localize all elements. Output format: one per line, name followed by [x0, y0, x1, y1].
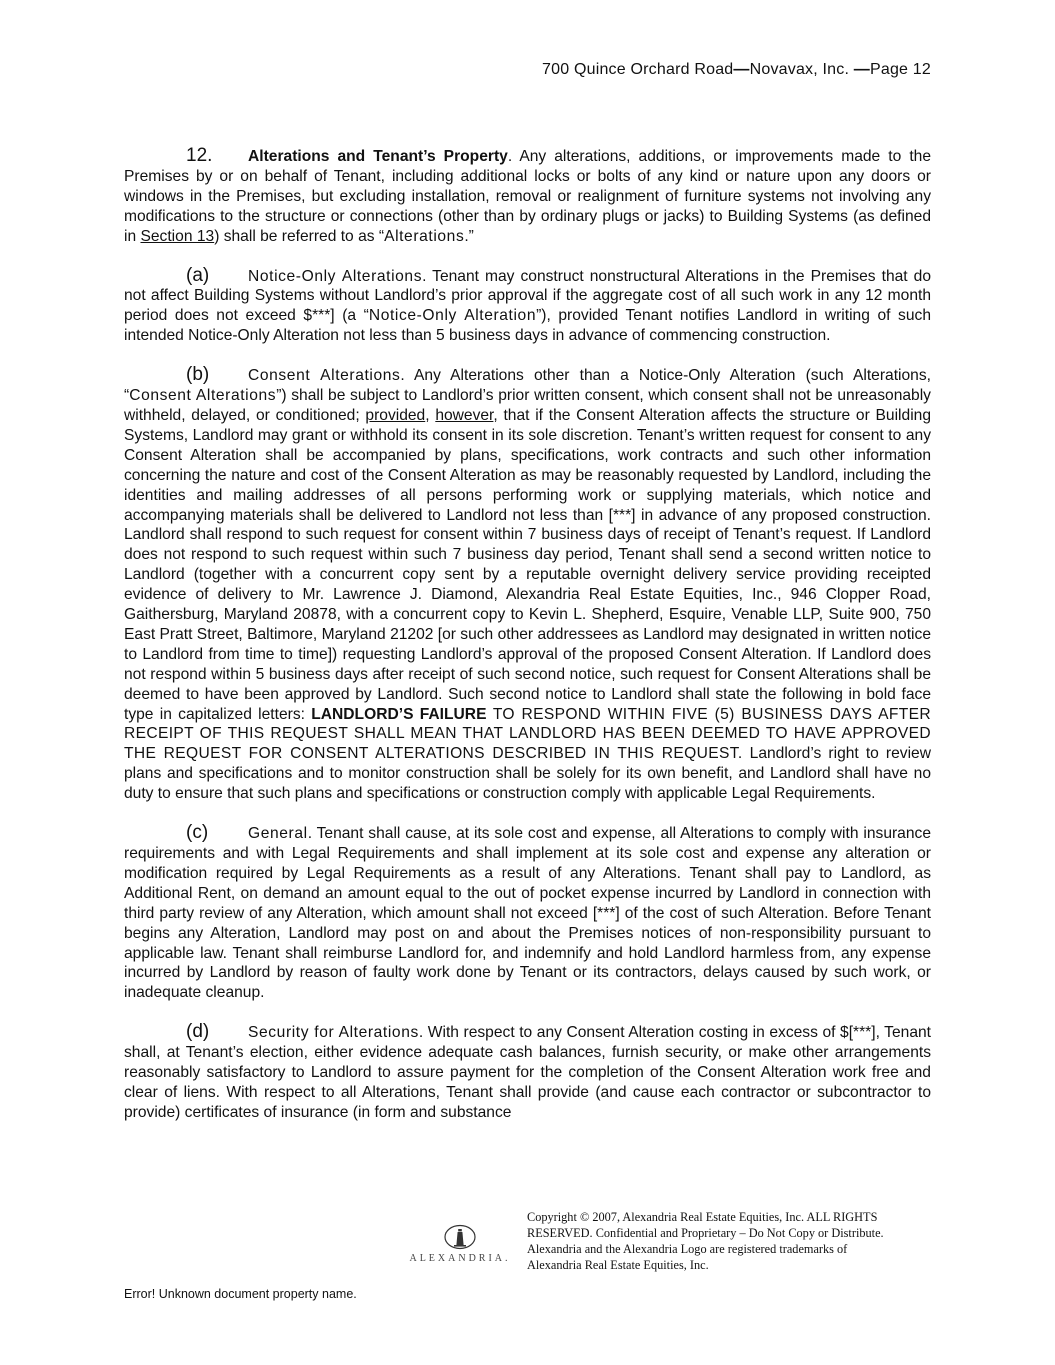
subsection-d-paragraph	[124, 1022, 931, 1123]
subsection-text: , that if the Consent Alteration affects the structure or Building Systems, Landlord may grant or withhold its consent in its sole discretion. Tenant’s written request for consent to any Consent Alteration shall be accompanied by plans, specifications, work contracts and such other information concerning the nature and cost of the Consent Alteration as may be reasonably requested by Landlord, including the identities and mailing addresses of all persons performing work or supplying materials, which notice and accompanying materials shall be delivered to Landlord not less than [***] in advance of any proposed construction. Landlord shall respond to such request for consent within 7 business days of receipt of Tenant’s request. If Landlord does not respond to such request within such 7 business day period, Tenant shall send a second written notice to Landlord (together with a concurrent copy sent by a reputable overnight delivery service providing receipted evidence of delivery to Mr. Lawrence J. Diamond, Alexandria Real Estate Equities, Inc., 946 Clopper Road, Gaithersburg, Maryland 20878, with a concurrent copy to Kevin L. Shepherd, Esquire, Venable LLP, Suite 900, 750 East Pratt Street, Baltimore, Maryland 21202 [or such other addressees as Landlord may designated in written notice to Landlord from time to time]) requesting Landlord’s approval of the proposed Consent Alteration. If Landlord does not respond within 5 business days after receipt of such second notice, such request for Consent Alterations shall be deemed to have been approved by Landlord. Such second notice to Landlord shall state the following in bold face type in capitalized letters:	[124, 406, 931, 723]
subsection-text: . Tenant may construct nonstructural Alterations in the Premises that do not affect Building Systems without Landlord’s prior approval if the aggregate cost of all such work in any 12 month period does not exceed $***] (a “	[124, 267, 931, 325]
error-text: Unknown document property name.	[155, 1287, 357, 1301]
bold-notice: LANDLORD’S FAILURE	[311, 705, 487, 723]
copyright-notice: Copyright © 2007, Alexandria Real Estate Equities, Inc. ALL RIGHTS RESERVED. Confidential and Proprietary – Do Not Copy or Distribute. Alexandria and the Alexandria Logo are registered trademarks of Alexandria Real Estate Equities, Inc.	[527, 1210, 884, 1272]
section-text: .”	[464, 227, 474, 245]
defined-term: Consent Alterations	[129, 387, 277, 405]
however-underlined: however	[435, 406, 494, 424]
subsection-text: . Any Alterations other than a Notice-Only Alteration (such Alterations, “	[124, 367, 931, 405]
header-page-number: Page 12	[869, 61, 931, 78]
subsection-text: . Tenant shall cause, at its sole cost and expense, all Alterations to comply with insurance requirements and with Legal Requirements and shall implement at its sole cost and expense any alteration or modification required by Legal Requirements as a result of any Alterations. Tenant shall pay to Landlord, as Additional Rent, on demand an amount equal to the out of pocket expense incurred by Landlord in connection with third party review of any Alteration, which amount shall not exceed [***] of the cost of such Alteration. Before Tenant begins any Alteration, Landlord may post on and about the Premises notices of non-responsibility pursuant to applicable law. Tenant shall reimburse Landlord for, and indemnify and hold Landlord harmless from, any expense incurred by Landlord by reason of faulty work done by Tenant or its contractors, delays caused by such work, or inadequate cleanup.	[124, 825, 931, 1002]
section-number: 12.	[186, 145, 213, 166]
subsection-c-paragraph	[124, 823, 931, 1003]
subsection-text: ”) shall be subject to Landlord’s prior written consent, which consent shall not be unreasonably withheld, delayed, or conditioned;	[124, 387, 931, 424]
document-property-error	[124, 1287, 357, 1301]
subsection-text: . With respect to any Consent Alteration costing in excess of $[***], Tenant shall, at Tenant’s election, either evidence adequate cash balances, furnish security, or make other arrangements reasonably satisfactory to Landlord to assure payment for the completion of the Consent Alteration work free and clear of liens. With respect to all Alterations, Tenant shall provide (and cause each contractor or subcontractor to provide) certificates of insurance (in form and substance	[124, 1024, 932, 1121]
alexandria-logo	[404, 1224, 516, 1264]
logo-wordmark: ALEXANDRIA.	[409, 1253, 511, 1264]
subsection-b-paragraph	[124, 365, 931, 804]
defined-term: Alterations	[384, 227, 465, 245]
subsection-heading: Consent Alterations	[248, 367, 401, 385]
defined-term: Notice-Only Alteration	[368, 307, 537, 325]
error-label: Error!	[124, 1287, 156, 1301]
section-text: ) shall be referred to as “	[214, 227, 385, 245]
subsection-letter: (d)	[186, 1021, 210, 1043]
caps-notice: TO RESPOND WITHIN FIVE (5) BUSINESS DAYS AFTER RECEIPT OF THIS REQUEST SHALL MEAN THAT LANDLORD HAS BEEN DEEMED TO HAVE APPROVED THE REQUEST FOR CONSENT ALTERATIONS DESCRIBED IN THIS REQUEST.	[124, 705, 931, 763]
section-heading: Alterations and Tenant’s Property	[248, 148, 508, 165]
subsection-text: ,	[425, 406, 436, 424]
subsection-letter: (b)	[186, 364, 210, 386]
page-header	[542, 61, 931, 79]
subsection-text: Landlord’s right to review plans and specifications and to monitor construction shall be solely for its own benefit, and Landlord shall have no duty to ensure that such plans and specifications or construction comply with applicable Legal Requirements.	[124, 745, 931, 803]
header-company: Novavax, Inc.	[749, 61, 850, 78]
lighthouse-icon	[443, 1224, 477, 1250]
header-dash: —	[853, 61, 870, 78]
document-body	[124, 146, 931, 1142]
header-dash: —	[733, 61, 750, 78]
subsection-letter: (c)	[186, 822, 209, 844]
subsection-heading: General	[248, 825, 308, 843]
subsection-heading: Notice-Only Alterations	[248, 267, 423, 285]
section-13-reference: Section 13	[140, 227, 215, 245]
section-text: . Any alterations, additions, or improvements made to the Premises by or on behalf of Tenant, including additional locks or bolts of any kind or nature upon any doors or windows in the Premises, but excluding installation, removal or realignment of furniture systems not involving any modifications to the structure or connections (other than by ordinary plugs or jacks) to Building Systems (as defined in	[124, 148, 931, 245]
subsection-text: ”), provided Tenant notifies Landlord in writing of such intended Notice-Only Alteration not less than 5 business days in advance of commencing construction.	[124, 307, 931, 345]
subsection-a-paragraph	[124, 266, 931, 347]
header-address: 700 Quince Orchard Road	[542, 61, 734, 78]
provided-underlined: provided	[365, 406, 426, 424]
section-12-paragraph	[124, 146, 931, 247]
subsection-letter: (a)	[186, 264, 210, 286]
subsection-heading: Security for Alterations	[248, 1024, 419, 1042]
